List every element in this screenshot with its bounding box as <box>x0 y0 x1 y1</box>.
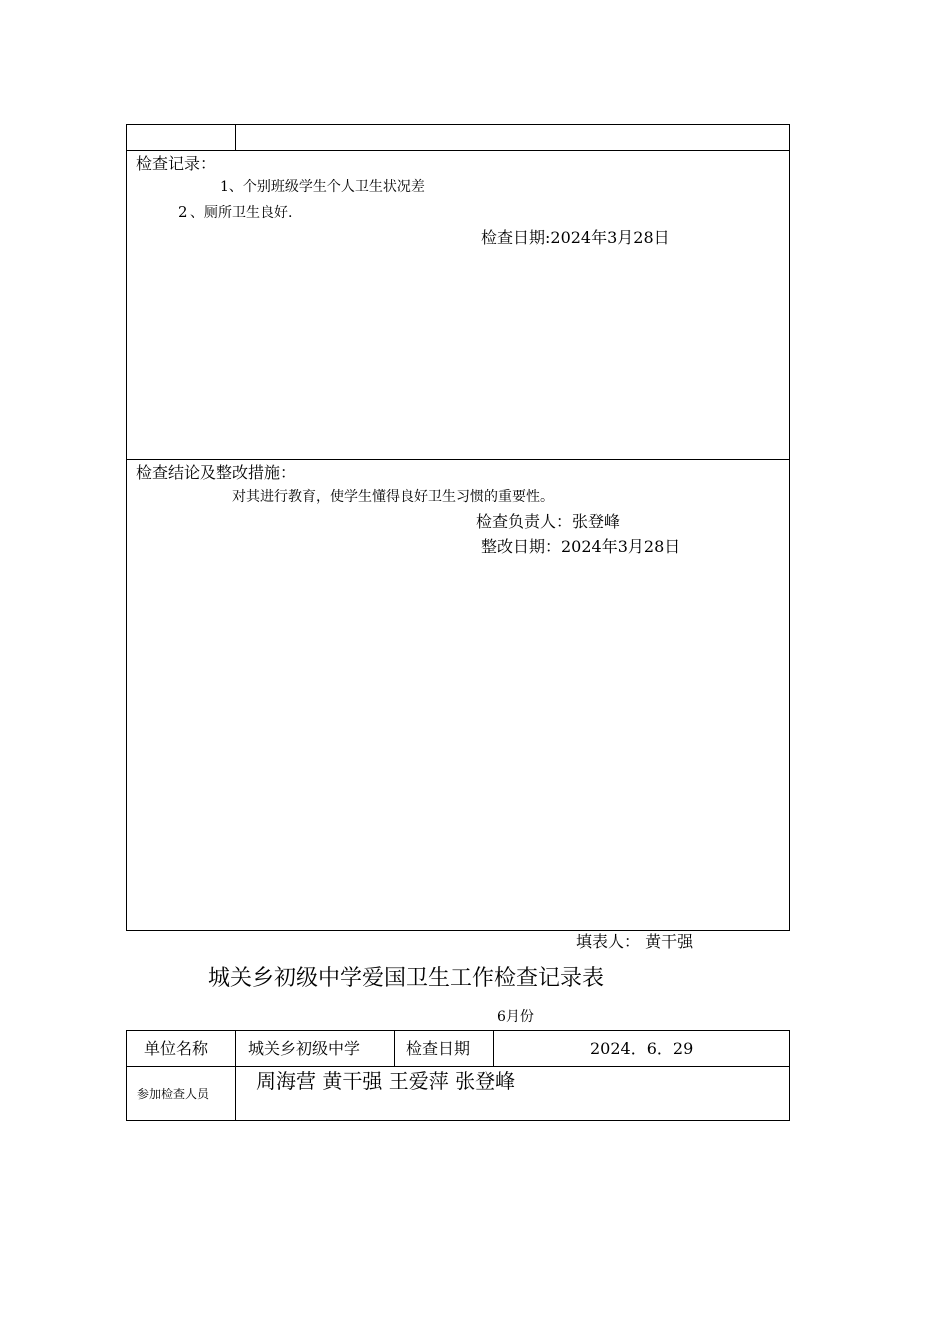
form-col-divider-3 <box>493 1030 494 1067</box>
unit-name-value: 城关乡初级中学 <box>248 1039 361 1058</box>
rectification-date: 整改日期：2024年3月28日 <box>481 537 681 556</box>
month-label: 6月份 <box>497 1009 534 1025</box>
record-item-2: 、厕所卫生良好. <box>190 205 293 221</box>
table-top-row-divider <box>235 124 236 151</box>
form-divider <box>126 1066 790 1067</box>
form-border-bottom <box>126 1120 790 1121</box>
responsible-person: 检查负责人：张登峰 <box>476 512 621 531</box>
conclusion-label: 检查结论及整改措施： <box>136 463 297 482</box>
form-filler: 填表人： 黄干强 <box>576 932 694 951</box>
inspection-date: 检查日期:2024年3月28日 <box>481 228 670 247</box>
inspection-date-label: 检查日期 <box>406 1039 471 1058</box>
table-divider-1 <box>126 150 790 151</box>
form-col-divider-1 <box>235 1030 236 1121</box>
table-border-right <box>789 124 790 931</box>
record-item-1: 1、个别班级学生个人卫生状况差 <box>220 179 425 195</box>
table-border-bottom <box>126 930 790 931</box>
table-divider-2 <box>126 459 790 460</box>
form-border-left <box>126 1030 127 1121</box>
record-item-2-number: 2 <box>178 203 188 221</box>
page-title: 城关乡初级中学爱国卫生工作检查记录表 <box>208 966 605 991</box>
conclusion-text: 对其进行教育，使学生懂得良好卫生习惯的重要性。 <box>232 489 554 505</box>
form-border-right <box>789 1030 790 1121</box>
table-border-top <box>126 124 790 125</box>
participants-value: 周海营 黄干强 王爱萍 张登峰 <box>256 1069 516 1093</box>
participants-label: 参加检查人员 <box>137 1087 210 1101</box>
form-col-divider-2 <box>394 1030 395 1067</box>
table-border-left <box>126 124 127 931</box>
form-border-top <box>126 1030 790 1031</box>
inspection-date-value: 2024．6．29 <box>590 1039 694 1058</box>
unit-name-label: 单位名称 <box>144 1039 209 1058</box>
inspection-record-label: 检查记录： <box>136 154 217 173</box>
